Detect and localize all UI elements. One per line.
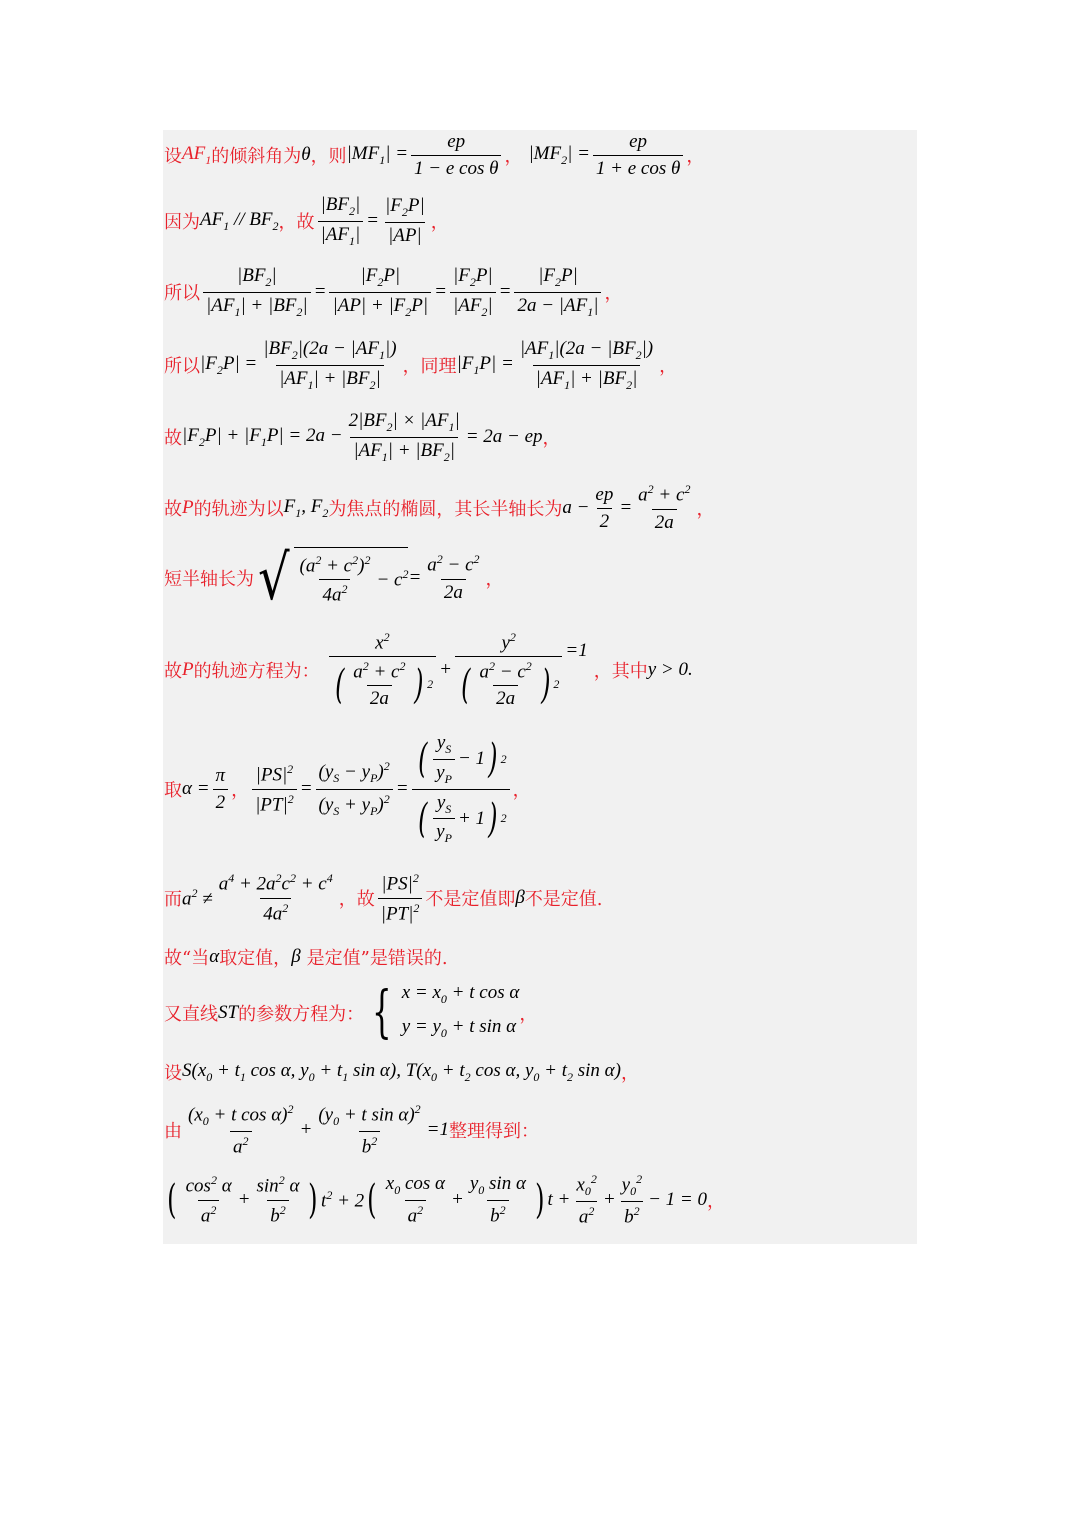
text: ，同理 xyxy=(402,356,457,377)
math: β xyxy=(291,946,301,967)
fraction: $\frac{a^2 + c^2}{2a}$ xyxy=(638,482,691,533)
text: 而 xyxy=(164,889,182,910)
fraction: $\frac{|F_2P|}{|AP|}$ xyxy=(385,195,425,246)
text: 故 xyxy=(164,661,182,682)
text: 又直线 xyxy=(164,1004,218,1025)
eq-line-10 xyxy=(164,868,603,928)
text: ， xyxy=(707,1191,725,1212)
text: 取定值， xyxy=(219,948,292,969)
fraction: $\frac{x_0 \cos \alpha}{a^2}$ xyxy=(385,1172,445,1227)
eq-line-2: 因为 $AF_1 // BF_2$ ， 故 $\frac{|BF_2|}{|AF_1|}$ = $\frac{|F_2P|}{|AP|}$ ， xyxy=(164,193,449,248)
math: α = xyxy=(182,778,210,799)
equation-system: $x = x_0 + t$ cos α $y = y_0 + t$ sin α xyxy=(401,982,520,1040)
eq-line-7: 短半轴长为 √ $\frac{(a^2 + c^2)^2}{4a^2}$ − $c^2$ = $\frac{a^2 - c^2}{2a}$ ， xyxy=(164,541,504,614)
fraction: $\frac{|PS|^2}{|PT|^2}$ xyxy=(378,871,423,925)
fraction: $\frac{x_0^2}{a^2}$ xyxy=(576,1171,597,1228)
text: 设 xyxy=(164,146,182,167)
text: 故 xyxy=(164,428,182,449)
eq-line-6: 故 P 的轨迹为以 $F_1$, $F_2$ 为焦点的椭圆，其长半轴长为 a − $\frac{ep}{2}$ = $\frac{a^2 + c^2}{2a}$ ， xyxy=(164,482,715,533)
fraction: $\frac{ep}{\text{1 − e cos θ}}$ xyxy=(411,131,501,180)
fraction: $\frac{|F_2P|}{|AF_2|}$ xyxy=(450,265,496,320)
math: $a^2$ ≠ xyxy=(182,885,213,910)
eq-line-9: 取 α = $\frac{\pi}{2}$ ， $\frac{|PS|^2}{|PT|^2}$ = $\frac{(y_S - y_P)^2}{(y_S + y_P)^2}$ = ( $\frac{y_S}{y_P}$ − 1 ) 2 ( $\frac{y_S}{y_P}$ + 1 ) 2 ， xyxy=(164,731,531,846)
math: ST xyxy=(218,1002,239,1023)
eq-line-8: 故 P 的轨迹方程为： $x^2$ ( $\frac{a^2 + c^2}{2a}$ ) 2 + $y^2$ ( $\frac{a^2 - c^2}{2a}$ ) 2 =1 ，其中 y > 0 . xyxy=(164,629,693,710)
eq-line-15: ( $\frac{\cos^2 \alpha}{a^2}$ + $\frac{\sin^2 \alpha}{b^2}$ ) $t^2 + 2$ ( $\frac{x_0 \cos \alpha}{a^2}$ + $\frac{y_0 \sin \alpha}{b^2}$ ) t + $\frac{x_0^2}{a^2}$ + $\frac{y_0^2}{b^2}$ − 1 = 0 ， xyxy=(167,1171,725,1228)
fraction: $y^2$ ( $\frac{a^2 - c^2}{2a}$ ) 2 xyxy=(455,630,562,711)
eq-line-14: 由 $\frac{(x_0 + t \cos \alpha)^2}{a^2}$ + $\frac{(y_0 + t \sin \alpha)^2}{b^2}$ =1 整理得到： xyxy=(164,1101,539,1158)
fraction: $x^2$ ( $\frac{a^2 + c^2}{2a}$ ) 2 xyxy=(329,630,436,711)
fraction: $\frac{y_0 \sin \alpha}{b^2}$ xyxy=(469,1172,526,1227)
text: ， xyxy=(519,1004,538,1025)
fraction: $\frac{a^4 + 2a^2c^2 + c^4}{4a^2}$ xyxy=(218,871,333,924)
eq-line-1 xyxy=(164,132,704,178)
eq-line-13 xyxy=(164,1056,639,1088)
text: 取 xyxy=(164,780,182,801)
fraction: $\frac{ep}{\text{1 + e cos θ}}$ xyxy=(593,131,683,180)
text: ，故 xyxy=(338,889,375,910)
text: 为焦点的椭圆，其长半轴长为 xyxy=(328,499,563,520)
text: 是定值”是错误的. xyxy=(306,948,448,969)
eq-line-12: 又直线 ST 的参数方程为： { $x = x_0 + t$ cos α $y = y_0 + t$ sin α ， xyxy=(164,980,538,1045)
math: $|MF_2|$ = xyxy=(528,142,590,167)
text: 因为 xyxy=(164,212,200,233)
text: ， xyxy=(430,212,449,233)
text: ，其中 xyxy=(593,661,648,682)
text: 短半轴长为 xyxy=(164,569,254,590)
math: $AF_1 // BF_2$ xyxy=(200,208,279,233)
math: $|F_1P|$ = xyxy=(456,352,514,377)
text: ， xyxy=(659,356,678,377)
math: $F_1$, $F_2$ xyxy=(283,495,329,520)
text: 故 xyxy=(164,499,182,520)
fraction: $\frac{(x_0 + t \cos \alpha)^2}{a^2}$ xyxy=(188,1101,294,1158)
text: 不是定值即 xyxy=(425,889,516,910)
math: = 2a − ep xyxy=(465,426,543,447)
text: ， xyxy=(278,212,297,233)
eq-line-5 xyxy=(164,410,561,464)
text: 的倾斜角为 xyxy=(211,146,302,167)
text: 由 xyxy=(164,1121,182,1142)
text: 故 xyxy=(296,212,315,233)
fraction: $\frac{\sin^2 \alpha}{b^2}$ xyxy=(256,1173,300,1226)
math: y > 0 xyxy=(647,659,688,680)
fraction: $\frac{|PS|^2}{|PT|^2}$ xyxy=(252,762,297,816)
math: $AF_1$ xyxy=(182,142,212,167)
text: ， xyxy=(512,780,531,801)
fraction: $\frac{|BF_2|}{|AF_1| + |BF_2|}$ xyxy=(203,265,311,320)
text: 的参数方程为： xyxy=(238,1004,365,1025)
fraction: $\frac{(y_S - y_P)^2}{(y_S + y_P)^2}$ xyxy=(316,759,393,818)
fraction: $\frac{|F_2P|}{2a - |AF_1|}$ xyxy=(514,265,601,320)
math: α xyxy=(209,946,220,967)
text: 故“当 xyxy=(164,948,210,969)
fraction: $\frac{a^2 - c^2}{2a}$ xyxy=(427,552,480,603)
math: $|MF_1|$ = xyxy=(346,142,409,167)
fraction: $\frac{y_0^2}{b^2}$ xyxy=(621,1171,643,1228)
fraction: $\frac{(y_0 + t \sin \alpha)^2}{b^2}$ xyxy=(318,1101,421,1158)
fraction: $\frac{\pi}{2}$ xyxy=(213,765,229,814)
sqrt: √ $\frac{(a^2 + c^2)^2}{4a^2}$ − $c^2$ xyxy=(257,541,409,614)
text: 整理得到： xyxy=(449,1121,539,1142)
text: ，则 xyxy=(310,146,347,167)
fraction: $\frac{2|BF_2| \times |AF_1|}{|AF_1| + |BF_2|}$ xyxy=(348,409,460,464)
math: $S(x_0 + t_1$ cos α, $y_0 + t_1$ sin α), $T(x_0 + t_2$ cos α, $y_0 + t_2$ sin α) xyxy=(182,1059,621,1084)
text: . xyxy=(688,659,693,680)
fraction: $\frac{|AF_1|(2a - |BF_2|)}{|AF_1| + |BF_2|}$ xyxy=(519,337,654,392)
text: 的轨迹为以 xyxy=(193,499,284,520)
math: $|F_2P|$ = xyxy=(200,352,258,377)
text: ， xyxy=(620,1063,639,1084)
text: ， xyxy=(696,499,715,520)
text: 设 xyxy=(164,1063,182,1084)
math: $|F_2P| + |F_1P| = 2a$ − xyxy=(182,424,343,449)
text: ， xyxy=(542,428,561,449)
fraction: $\frac{ep}{2}$ xyxy=(595,483,614,532)
math: P xyxy=(182,659,194,680)
text: ， xyxy=(686,146,705,167)
eq-line-3: 所以 $\frac{|BF_2|}{|AF_1| + |BF_2|}$ = $\frac{|F_2P|}{|AP| + |F_2P|}$ = $\frac{|F_2P|}{|AF_2|}$ = $\frac{|F_2P|}{2a - |AF_1|}$ ， xyxy=(164,264,623,319)
text: 的轨迹方程为： xyxy=(193,661,320,682)
math: θ xyxy=(301,144,311,165)
math: β xyxy=(515,887,525,908)
fraction: $\frac{|BF_2|}{|AF_1|}$ xyxy=(318,194,364,249)
math: a − xyxy=(562,497,590,518)
eq-line-11 xyxy=(164,942,448,972)
fraction: ( $\frac{y_S}{y_P}$ − 1 ) 2 ( $\frac{y_S}{y_P}$ + 1 ) 2 xyxy=(412,732,510,846)
text: 不是定值. xyxy=(524,889,603,910)
math: P xyxy=(182,497,194,518)
text: 所以 xyxy=(164,283,200,304)
fraction: $\frac{|BF_2|(2a - |AF_1|)}{|AF_1| + |BF_2|}$ xyxy=(263,337,397,392)
text: ， xyxy=(604,283,623,304)
eq-line-4 xyxy=(164,338,677,392)
text: ， xyxy=(485,569,504,590)
fraction: $\frac{\cos^2 \alpha}{a^2}$ xyxy=(185,1173,232,1226)
fraction: $\frac{|F_2P|}{|AP| + |F_2P|}$ xyxy=(329,265,431,320)
text: 所以 xyxy=(164,356,200,377)
text: ， xyxy=(504,146,523,167)
